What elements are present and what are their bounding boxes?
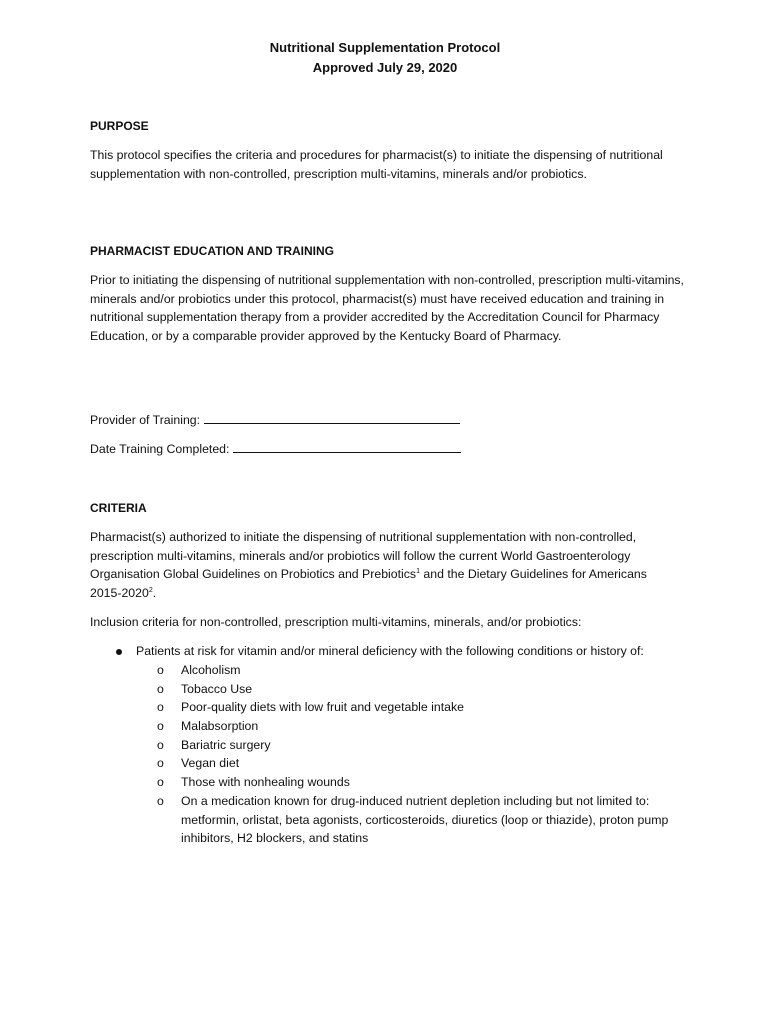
footnote-ref-2: 2: [148, 586, 153, 594]
bullet-text: Patients at risk for vitamin and/or mineral deficiency with the following conditions or history of:: [136, 644, 644, 658]
circle-bullet-icon: o: [157, 756, 164, 770]
inclusion-criteria-intro: Inclusion criteria for non-controlled, prescription multi-vitamins, minerals, and/or probiotics:: [90, 615, 582, 629]
purpose-heading: PURPOSE: [90, 119, 149, 133]
circle-bullet-icon: o: [157, 775, 164, 789]
circle-bullet-icon: o: [157, 663, 164, 677]
approval-date: Approved July 29, 2020: [312, 60, 458, 75]
date-training-completed-label: Date Training Completed:: [90, 442, 230, 456]
education-text: Prior to initiating the dispensing of nutritional supplementation with non-controlled, prescription multi-vitamins, minerals and/or probiotics under this protocol, pharmacist(s) must have received education and training in nutritional supplementation therapy from a provider accredited by the Accreditation Council for Pharmacy Education, or by a comparable provider approved by the Kentucky Board of Pharmacy.: [90, 273, 684, 343]
footnote-ref-1: 1: [416, 568, 420, 576]
bullet-icon: [116, 649, 122, 655]
education-heading: PHARMACIST EDUCATION AND TRAINING: [90, 244, 334, 258]
circle-bullet-icon: o: [157, 719, 164, 733]
circle-bullet-icon: o: [157, 700, 164, 714]
provider-of-training-field: [90, 411, 460, 430]
provider-of-training-blank[interactable]: [204, 412, 460, 424]
purpose-text: This protocol specifies the criteria and procedures for pharmacist(s) to initiate the dispensing of nutritional supplementation with non-controlled, prescription multi-vitamins, minerals and/or probiotics.: [90, 148, 663, 181]
provider-of-training-label: Provider of Training:: [90, 413, 201, 427]
circle-bullet-icon: o: [157, 738, 164, 752]
document-page: Nutritional Supplementation Protocol Approved July 29, 2020 PURPOSE This protocol specifies the criteria and procedures for pharmacist(s) to initiate the dispensing of nutritional supplementation with non-controlled, prescription multi-vitamins, minerals and/or probiotics. PHARMACIST EDUCATION AND TRAINING Prior to initiating the dispensing of nutritional supplementation with non-controlled, prescription multi-vitamins, minerals and/or probiotics under this protocol, pharmacist(s) must have received education and training in nutritional supplementation therapy from a provider accredited by the Accreditation Council for Pharmacy Education, or by a comparable provider approved by the Kentucky Board of Pharmacy. Provider of Training: Date Training Completed: CRITERIA Pharmacist(s) authorized to initiate the dispensing of nutritional supplementation with non-controlled, prescription multi-vitamins, minerals and/or probiotics will follow the current World Gastroenterology Organisation Global Guidelines on Probiotics and Prebiotics$^1$ and the Dietary Guidelines for Americans 2015-2020$^2$. Inclusion criteria for non-controlled, prescription multi-vitamins, minerals, and/or probiotics: Patients at risk for vitamin and/or mineral deficiency with the following conditions or history of: o Alcoholism o Tobacco Use o Poor-quality diets with low fruit and vegetable intake o Malabsorption o Bariatric surgery o Vegan diet o Those with nonhealing wounds o On a medication known for drug-induced nutrient depletion including but not limited to: metformin, orlistat, beta agonists, corticosteroids, diuretics (loop or thiazide), proton pump inhibitors, H2 blockers, and statins: [0, 0, 770, 1024]
document-title: Nutritional Supplementation Protocol: [269, 40, 501, 55]
criteria-heading: CRITERIA: [90, 501, 147, 515]
criteria-text: Pharmacist(s) authorized to initiate the dispensing of nutritional supplementation with non-controlled, prescription multi-vitamins, minerals and/or probiotics will follow the current World Gastroenterology Organisation Global Guidelines on Probiotics and Prebiotics$^1$ and the Dietary Guidelines for Americans 2015-2020$^2$.: [90, 530, 647, 600]
circle-bullet-icon: o: [157, 682, 164, 696]
date-training-completed-blank[interactable]: [233, 441, 461, 453]
circle-bullet-icon: o: [157, 794, 164, 808]
date-training-completed-field: [90, 440, 461, 459]
